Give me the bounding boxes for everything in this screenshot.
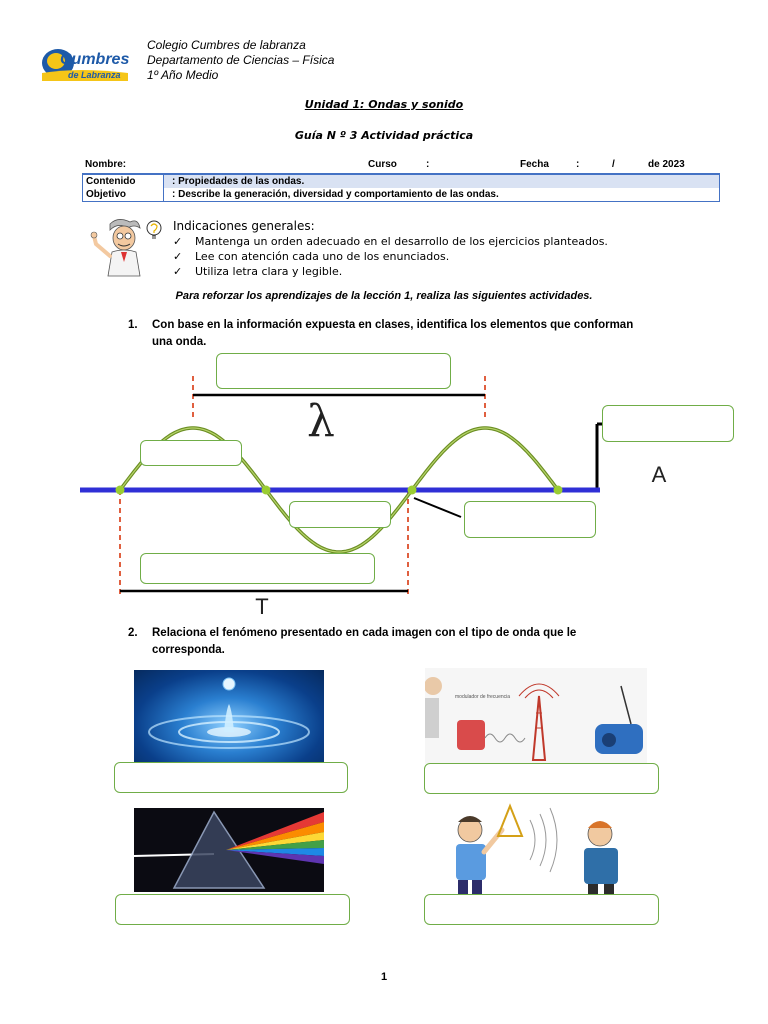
activities-intro: Para reforzar los aprendizajes de la lección 1, realiza las siguientes actividades. <box>175 290 593 302</box>
wave-node <box>408 486 417 495</box>
instruction-item <box>173 264 608 279</box>
svg-text:Cumbres: Cumbres <box>60 51 130 68</box>
course-colon: : <box>426 159 430 170</box>
prism-image <box>134 808 324 892</box>
answer-box-radio[interactable] <box>424 763 659 794</box>
student-info-table <box>82 158 720 202</box>
answer-box-crest[interactable] <box>140 440 242 466</box>
question-2-line1: Relaciona el fenómeno presentado en cada imagen con el tipo de onda que le <box>152 627 577 639</box>
question-2-number: 2. <box>128 627 138 639</box>
water-drop-image <box>134 670 324 762</box>
triangle-sound-image <box>440 800 632 896</box>
guide-title: Guía N º 3 Actividad práctica <box>294 129 474 142</box>
check-icon: ✓ <box>173 265 183 278</box>
instructions-list <box>173 234 608 279</box>
year-label: de 2023 <box>648 159 685 170</box>
objective-value: : Describe la generación, diversidad y comportamiento de las ondas. <box>172 189 499 200</box>
instruction-item <box>173 249 608 264</box>
professor-illustration <box>88 216 164 278</box>
wave-node <box>554 486 563 495</box>
content-value: : Propiedades de las ondas. <box>164 175 719 188</box>
objective-row <box>83 188 719 201</box>
radio-transmission-image <box>425 668 647 764</box>
answer-box-triangle[interactable] <box>424 894 659 925</box>
answer-box-water-drop[interactable] <box>114 762 348 793</box>
course-label: Curso <box>368 159 397 170</box>
wavelength-symbol: λ <box>307 396 335 447</box>
answer-box-node[interactable] <box>464 501 596 538</box>
content-objective-box <box>82 175 720 202</box>
answer-box-amplitude[interactable] <box>602 405 734 442</box>
content-row <box>83 175 719 188</box>
department-name: Departamento de Ciencias – Física <box>147 53 335 67</box>
objective-label: Objetivo <box>83 188 164 201</box>
question-1-number: 1. <box>128 319 138 331</box>
svg-text:de Labranza: de Labranza <box>68 70 121 80</box>
name-label: Nombre: <box>85 159 127 170</box>
instruction-text: Lee con atención cada uno de los enunciados. <box>195 250 450 263</box>
answer-box-prism[interactable] <box>115 894 350 925</box>
question-1-line1: Con base en la información expuesta en clases, identifica los elementos que conforman <box>152 319 634 331</box>
answer-box-trough[interactable] <box>289 501 391 528</box>
check-icon: ✓ <box>173 235 183 248</box>
page-number: 1 <box>380 971 388 983</box>
wave-node <box>116 486 125 495</box>
instructions-title: Indicaciones generales: <box>173 219 315 233</box>
node-pointer-line <box>414 498 461 517</box>
course-level: 1º Año Medio <box>147 68 219 82</box>
question-2 <box>128 625 688 659</box>
content-label: Contenido <box>83 175 164 188</box>
answer-box-period[interactable] <box>140 553 375 584</box>
name-row <box>82 158 720 175</box>
school-header <box>147 38 334 83</box>
period-symbol: T <box>255 594 269 618</box>
amplitude-symbol: A <box>651 462 667 487</box>
date-colon: : <box>576 159 580 170</box>
date-slash: / <box>612 159 615 170</box>
question-2-line2: corresponda. <box>152 644 225 656</box>
check-icon: ✓ <box>173 250 183 263</box>
answer-box-wavelength[interactable] <box>216 353 451 389</box>
unit-title: Unidad 1: Ondas y sonido <box>304 98 464 111</box>
question-1-line2: una onda. <box>152 336 207 348</box>
instruction-text: Utiliza letra clara y legible. <box>195 265 343 278</box>
wave-node <box>262 486 271 495</box>
school-name: Colegio Cumbres de labranza <box>147 38 306 52</box>
instruction-text: Mantenga un orden adecuado en el desarrollo de los ejercicios planteados. <box>195 235 608 248</box>
instruction-item <box>173 234 608 249</box>
radio-caption: modulador de frecuencia <box>455 694 511 700</box>
school-logo <box>40 43 130 83</box>
question-1 <box>128 317 688 351</box>
date-label: Fecha <box>520 159 549 170</box>
